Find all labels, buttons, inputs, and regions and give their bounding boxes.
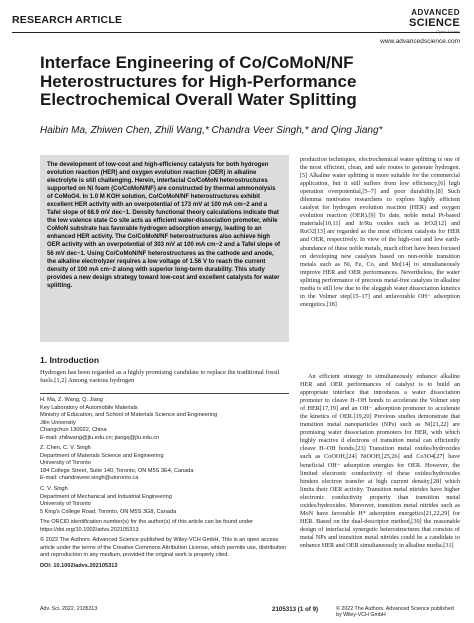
right-column-bottom [300,373,460,550]
introduction-text [40,369,289,385]
email-line[interactable]: E-mail: chandraveer.singh@utoronto.ca [40,475,139,482]
license-note: © 2022 The Authors. Advanced Science published by Wiley-VCH GmbH. This is an open access article under the terms of the Creative Commons Attribution License, which permits use, distribution and reproduction in any medium, provided the original work is properly cited. [40,537,286,559]
author-list: Haibin Ma, Zhiwen Chen, Zhili Wang,* Chandra Veer Singh,* and Qing Jiang* [40,125,383,136]
header-divider [12,32,460,33]
abstract-text: The development of low-cost and high-efficiency catalysts for both hydrogen evolution reaction (HER) and oxygen evolution reaction (OER) in alkaline electrolyte is still challenging. Herein, interfacial Co/CoMoN heterostructures supported on Ni foam (Co/CoMoN/NF) are constructed by thermal ammonolysis of CoMoO4. In 1.0 M KOH solution, Co/CoMoN/NF heterostructures exhibit excellent HER activity with an overpotential of 173 mV at 100 mA cm−2 and a Tafel slope of 68.9 mV dec−1. Density functional theory calculations indicate that the low valence state Co site acts as efficient water-dissociation promoter, while CoMoN substrate has favorable hydrogen adsorption energy, leading to an enhanced HER activity. The Co/CoMoN/NF heterostructures also achieve high OER activity with an overpotential of 303 mV at 100 mA cm−2 and a Tafel slope of 56 mV dec−1. Using Co/CoMoN/NF heterostructures as the cathode and anode, the alkaline electrolyzer requires a low voltage of 1.56 V to reach the current density of 100 mA cm−2 along with superior long-term durability. This study provides a new design strategy toward low-cost and excellent catalysts for water splitting. [47,162,281,289]
affiliation-divider [40,393,289,394]
intro-paragraph: Hydrogen has been regarded as a highly promising candidate to replace the traditional fossil fuels.[1,2] Among various hydrogen [40,369,280,385]
journal-url[interactable]: www.advancedscience.com [380,38,460,45]
section-label: RESEARCH ARTICLE [12,14,123,26]
article-title: Interface Engineering of Co/CoMoN/NF Heterostructures for High-Performance Electrochemical Overall Water Splitting [40,53,357,109]
logo-line-2: SCIENCE [409,17,460,29]
doi-line[interactable]: DOI: 10.1002/advs.202105313 [40,562,118,569]
right-column-top [300,156,460,309]
affiliation-line: Jilin University [40,419,76,426]
logo-line-1: ADVANCED [411,8,460,17]
page-header [0,0,474,30]
affiliation-line: Changchun 130022, China [40,427,107,434]
affiliation-line: Z. Chen, C. V. Singh [40,445,91,452]
affiliation-line: University of Toronto [40,501,91,508]
affiliation-line: 184 College Street, Suite 140, Toronto, ON M5S 3E4, Canada [40,467,194,474]
affiliation-line: Department of Mechanical and Industrial Engineering [40,493,172,500]
affiliation-line: C. V. Singh [40,486,68,493]
affiliation-line: Department of Materials Science and Engineering [40,452,164,459]
footer-page-number [272,606,318,613]
affiliations-block [40,397,289,570]
orcid-note[interactable]: The ORCID identification number(s) for the author(s) of this article can be found under https://doi.org/10.1002/advs.202105313 [40,519,253,533]
affiliation-line: H. Ma, Z. Wang, Q. Jiang [40,397,103,403]
affiliation-line: Key Laboratory of Automobile Materials [40,404,138,411]
section-heading-introduction: 1. Introduction [40,355,100,365]
email-line[interactable]: E-mail: zhiliwang@jlu.edu.cn; jiangq@jlu.edu.cn [40,434,160,441]
journal-logo [409,8,460,34]
footer-page-text: 2105313 (1 of 9) [272,606,319,613]
affiliation-line: 5 King's College Road, Toronto, ON M5S 3G8, Canada [40,508,177,515]
footer-journal: Adv. Sci. 2022, 2105313 [40,606,98,612]
footer-copyright: © 2022 The Authors. Advanced Science published by Wiley-VCH GmbH [336,606,454,618]
affiliation-line: Ministry of Education, and School of Materials Science and Engineering [40,412,218,419]
abstract-box [40,155,289,342]
affiliation-line: University of Toronto [40,460,91,467]
body-paragraph-1: production techniques, electrochemical water splitting is one of the most efficient, clean, and safe routes to generate hydrogen.[5] Alkaline water splitting is more suitable for the commercial application, but it still suffers from low efficiency,[6] high operation overpotential,[5–7] and poor durability.[8] Such dilemma motivates researchers to explore highly efficient catalyst for hydrogen evolution reaction (HER) and oxygen evolution reaction (OER).[9] To date, noble metal Pt-based materials[10,11] and Ir/Ru oxides such as IrO2[12] and RuO2[13] are regarded as the most efficient catalysts for HER and OER, respectively. In view of the high-cost and low earth-abundance of these noble metals, much effort have been focused on developing new catalysts based on non-noble transition metals such as Ni, Fe, Co, and Mo[14] to simultaneously improve HER and OER performances. Nevertheless, the water splitting performance of precious metal-free catalysts in alkaline media is still low due to the sluggish water dissociation kinetics in the Volmer step[15–17] and unfavorable OH− adsorption energetics.[18] [300,156,460,308]
body-paragraph-2: An efficient strategy to simultaneously enhance alkaline HER and OER performances of catalyst is to build an appropriate interface that introduces a water dissociation promoter to cleave H–OH bonds to accelerate the Volmer step of HER[17,19] and an OH− adsorption promoter to accelerate the kinetics of OER.[19,20] Previous studies demonstrate that transition metal nanoparticles (NPs) such as Ni[21,22] are promising water dissociation promoters for HER, with which highly reactive d electrons of transition metal can efficiently cleave H–OH bonds.[23] Transition metal oxides/hydroxides such as CoOOH,[24] NiOOH,[25,26] and Co3O4[27] have beneficial OH− adsorption energies for OER. However, the limited electronic conductivity of these oxides/hydroxides hinders electron transfer at high current density,[28] which limits their OER activity. Transition metal nitrides have higher electronic conductivity property than transition metal oxides/hydroxides. Moreover, transition metal nitrides such as MoN have favorable H* adsorption energetics[21,22,29] for HER. Based on the dual-descriptor method,[30] the reasonable design of interfacial synergetic heterostructures that consists of metal NPs and transition metal nitrides could be a candidate to enhance HER and OER simultaneously in alkaline media.[31] [300,373,460,549]
